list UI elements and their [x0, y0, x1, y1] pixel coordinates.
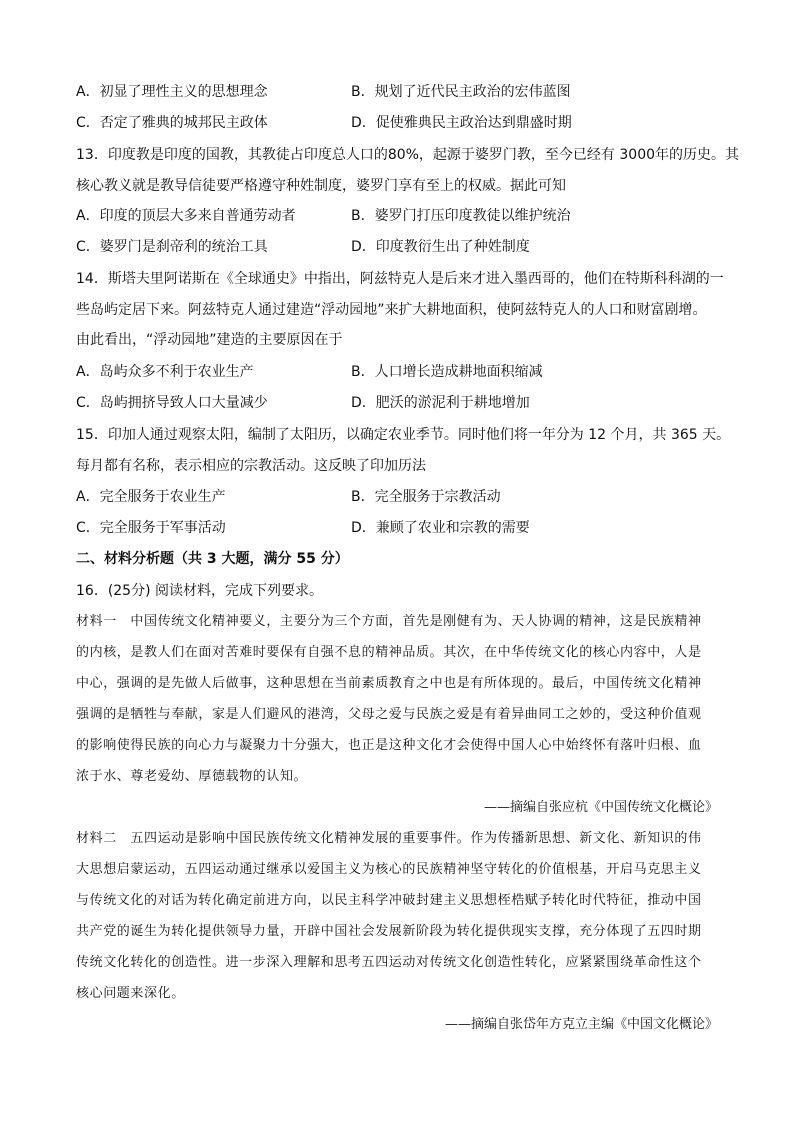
q12-option-d: D．促使雅典民主政治达到鼎盛时期 [351, 115, 572, 131]
q16-stem: 16．(25分) 阅读材料，完成下列要求。 [76, 583, 324, 599]
material-1-line-5: 的影响使得民族的向心力与凝聚力十分强大，也正是这种文化才会使得中国人心中始终怀有落叶归根、血 [76, 738, 702, 753]
q15-option-a: A．完全服务于农业生产 [76, 489, 226, 505]
q12-option-b: B．规划了近代民主政治的宏伟蓝图 [351, 84, 571, 100]
q15-option-d: D．兼顾了农业和宗教的需要 [351, 520, 530, 536]
q12-options-row-2 [76, 113, 736, 133]
material-1-line-6: 浓于水、尊老爱幼、厚德载物的认知。 [76, 769, 308, 784]
q15-option-c: C．完全服务于军事活动 [76, 520, 226, 536]
material-2-source: ——摘编自张岱年方克立主编《中国文化概论》 [444, 1017, 718, 1032]
material-2-line-2: 大思想启蒙运动，五四运动通过继承以爱国主义为核心的民族精神坚守转化的价值根基，开启马克思主义 [76, 862, 702, 877]
q15-stem-line-1: 15．印加人通过观察太阳，编制了太阳历，以确定农业季节。同时他们将一年分为 12 个月，共 365 天。 [76, 427, 731, 443]
q12-option-a: A．初显了理性主义的思想理念 [76, 84, 268, 100]
material-2-line-5: 传统文化转化的创造性。进一步深入理解和思考五四运动对传统文化创造性转化，应紧紧围绕革命性这个 [76, 955, 702, 970]
q13-option-c: C．婆罗门是刹帝利的统治工具 [76, 239, 268, 255]
q14-options-row-1 [76, 362, 736, 382]
q14-option-b: B．人口增长造成耕地面积缩减 [351, 364, 543, 380]
material-2-line-6: 核心问题来深化。 [76, 986, 185, 1001]
material-1-line-2: 的内核，是教人们在面对苦难时要保有自强不息的精神品质。其次，在中华传统文化的核心内容中，人是 [76, 645, 702, 660]
material-2-line-1: 材料二 五四运动是影响中国民族传统文化精神发展的重要事件。作为传播新思想、新文化、新知识的伟 [76, 831, 702, 846]
section-title: 二、材料分析题（共 3 大题，满分 55 分） [76, 551, 349, 567]
q13-options-row-2 [76, 237, 736, 257]
material-1-line-1: 材料一 中国传统文化精神要义，主要分为三个方面，首先是刚健有为、天人协调的精神，这是民族精神 [76, 614, 702, 629]
q15-options-row-2 [76, 518, 736, 538]
material-1-line-3: 中心，强调的是先做人后做事，这种思想在当前素质教育之中也是有所体现的。最后，中国传统文化精神 [76, 676, 702, 691]
q12-option-c: C．否定了雅典的城邦民主政体 [76, 115, 268, 131]
q14-option-d: D．肥沃的淤泥利于耕地增加 [351, 395, 530, 411]
material-1-line-4: 强调的是牺牲与奉献，家是人们避风的港湾，父母之爱与民族之爱是有着异曲同工之妙的，受这种价值观 [76, 707, 702, 722]
material-2-line-3: 与传统文化的对话为转化确定前进方向，以民主科学冲破封建主义思想桎梏赋予转化时代特征，推动中国 [76, 893, 702, 908]
q14-stem-line-2: 些岛屿定居下来。阿兹特克人通过建造“浮动园地”来扩大耕地面积，使阿兹特克人的人口和财富剧增。 [76, 302, 707, 318]
q12-options-row-1 [76, 82, 736, 102]
material-2-line-4: 共产党的诞生为转化提供领导力量，开辟中国社会发展新阶段为转化提供现实支撑，充分体现了五四时期 [76, 924, 702, 939]
q14-options-row-2 [76, 393, 736, 413]
q15-option-b: B．完全服务于宗教活动 [351, 489, 501, 505]
material-1-source: ——摘编自张应杭《中国传统文化概论》 [483, 800, 718, 815]
q13-option-b: B．婆罗门打压印度教徒以维护统治 [351, 208, 571, 224]
q14-option-a: A．岛屿众多不利于农业生产 [76, 364, 254, 380]
q13-stem-line-1: 13．印度教是印度的国教，其教徒占印度总人口的80%，起源于婆罗门教，至今已经有 3000年的历史。其 [76, 147, 740, 163]
q15-stem-line-2: 每月都有名称，表示相应的宗教活动。这反映了印加历法 [76, 458, 426, 474]
q13-option-d: D．印度教衍生出了种姓制度 [351, 239, 530, 255]
q14-stem-line-3: 由此看出，“浮动园地”建造的主要原因在于 [76, 332, 343, 348]
q13-option-a: A．印度的顶层大多来自普通劳动者 [76, 208, 296, 224]
q14-stem-line-1: 14．斯塔夫里阿诺斯在《全球通史》中指出，阿兹特克人是后来才进入墨西哥的，他们在特斯科科湖的一 [76, 271, 724, 287]
q13-stem-line-2: 核心教义就是教导信徒要严格遵守种姓制度，婆罗门享有至上的权威。据此可知 [76, 178, 566, 194]
q15-options-row-1 [76, 487, 736, 507]
q13-options-row-1 [76, 206, 736, 226]
q14-option-c: C．岛屿拥挤导致人口大量减少 [76, 395, 268, 411]
